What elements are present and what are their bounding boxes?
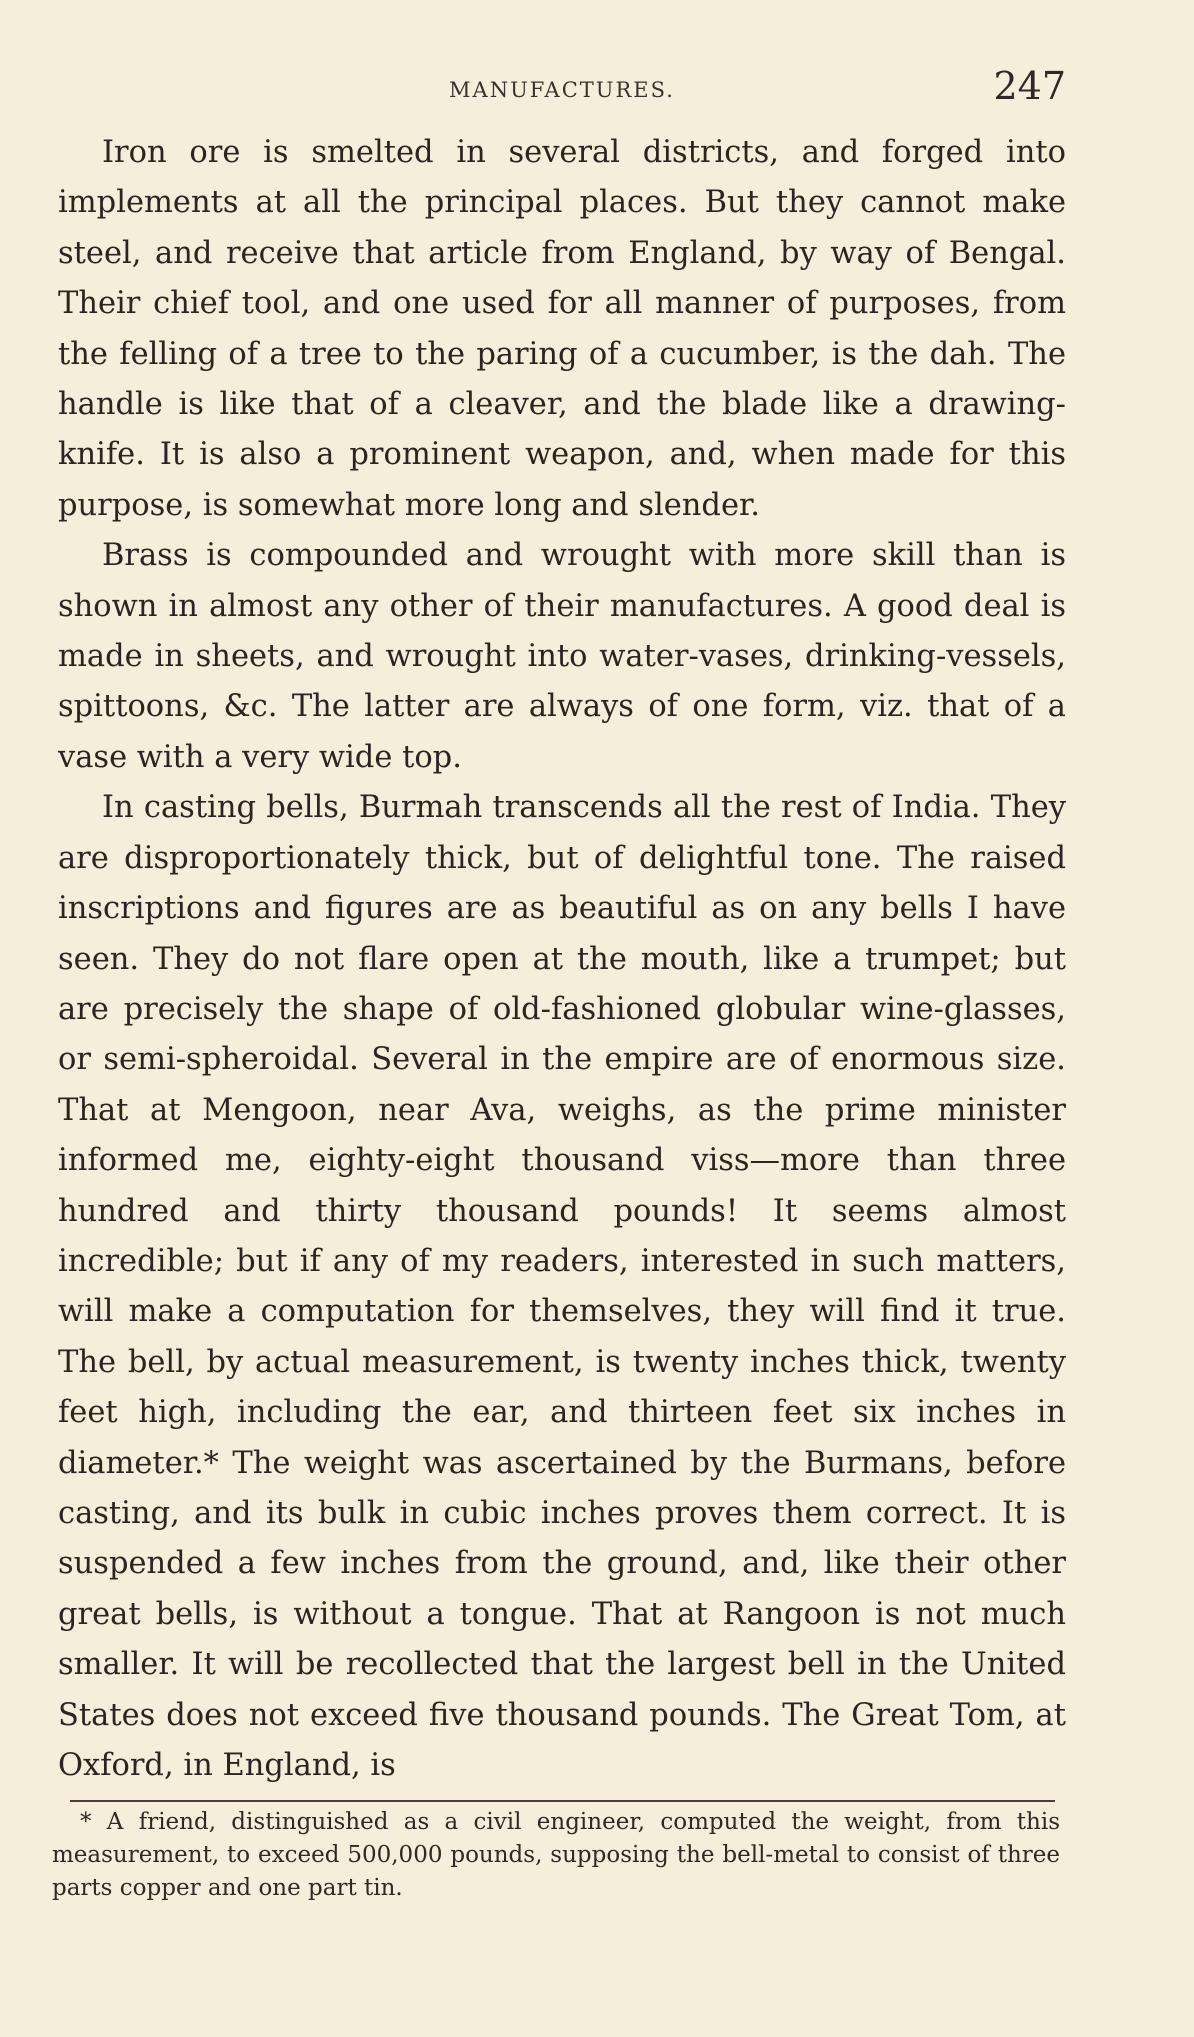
page-number: 247: [993, 64, 1066, 108]
paragraph-brass: Brass is compounded and wrought with more skill than is shown in almost any other of their manufactures. A good deal is made in sheets, and wrought into water-vases, drinking-vessels, spittoons, &c. The latter are always of one form, viz. that of a vase with a very wide top.: [58, 538, 1066, 775]
body-text: [58, 128, 1066, 1791]
page-header: [58, 64, 1066, 114]
running-title: MANUFACTURES.: [449, 78, 675, 102]
footnote-divider: [70, 1800, 1055, 1802]
footnote: * A friend, distinguished as a civil engineer, computed the weight, from this measurement, to exceed 500,000 pounds, supposing the bell-metal to consist of three parts copper and one part tin.: [52, 1809, 1060, 1901]
paragraph-bells: In casting bells, Burmah transcends all the rest of India. They are disproportionately thick, but of delightful tone. The raised inscriptions and figures are as beautiful as on any bells I have seen. They do not flare open at the mouth, like a trumpet; but are precisely the shape of old-fashioned globular wine-glasses, or semi-spheroidal. Several in the empire are of enormous size. That at Mengoon, near Ava, weighs, as the prime minister informed me, eighty-eight thousand viss—more than three hundred and thirty thousand pounds! It seems almost incredible; but if any of my readers, interested in such matters, will make a computation for themselves, they will find it true. The bell, by actual measurement, is twenty inches thick, twenty feet high, including the ear, and thirteen feet six inches in diameter.* The weight was ascertained by the Burmans, before casting, and its bulk in cubic inches proves them correct. It is suspended a few inches from the ground, and, like their other great bells, is without a tongue. That at Rangoon is not much smaller. It will be recollected that the largest bell in the United States does not exceed five thousand pounds. The Great Tom, at Oxford, in England, is: [58, 790, 1066, 1783]
paragraph-iron: Iron ore is smelted in several districts, and forged into implements at all the principal places. But they cannot make steel, and receive that article from England, by way of Bengal. Their chief tool, and one used for all manner of purposes, from the felling of a tree to the paring of a cucumber, is the dah. The handle is like that of a cleaver, and the blade like a drawing-knife. It is also a prominent weapon, and, when made for this purpose, is somewhat more long and slender.: [58, 135, 1066, 523]
